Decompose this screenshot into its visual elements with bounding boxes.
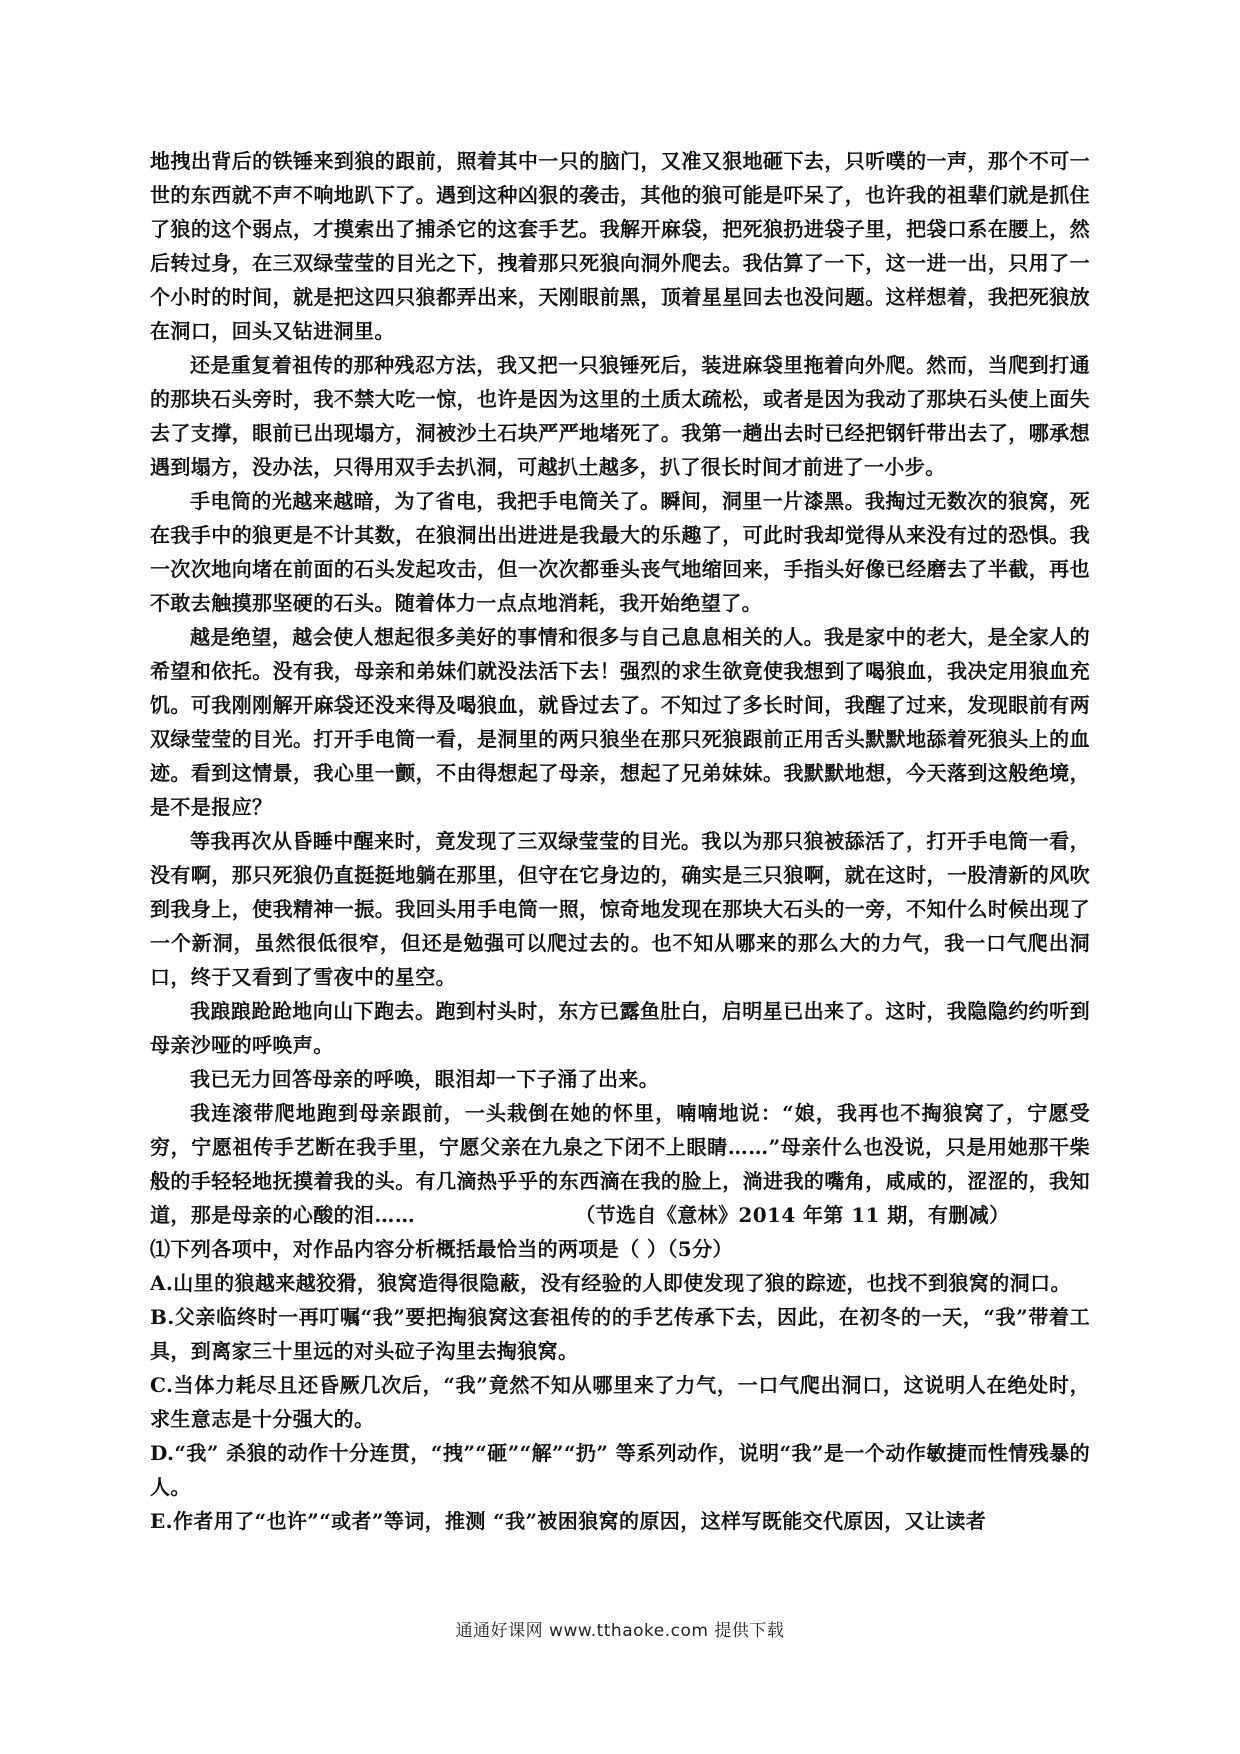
question-option-b: B.父亲临终时一再叮嘱“我”要把掏狼窝这套祖传的的手艺传承下去，因此，在初冬的一天，“我”带着工具，到离家三十里远的对头砬子沟里去掏狼窝。 (150, 1305, 1090, 1363)
page-footer: 通通好课网 www.tthaoke.com 提供下载 (455, 1621, 785, 1641)
article-source: （节选自《意林》2014 年第 11 期，有删减） (575, 1203, 1010, 1227)
question-stem: ⑴下列各项中，对作品内容分析概括最恰当的两项是（ ）（5分） (150, 1237, 733, 1261)
question-option-e: E.作者用了“也许”“或者”等词，推测 “我”被困狼窝的原因，这样写既能交代原因，又让读者 (150, 1509, 987, 1533)
article-paragraph-2: 还是重复着祖传的那种残忍方法，我又把一只狼锤死后，装进麻袋里拖着向外爬。然而，当爬到打通的那块石头旁时，我不禁大吃一惊，也许是因为这里的土质太疏松，或者是因为我动了那块石头使上面失去了支撑，眼前已出现塌方，洞被沙土石块严严地堵死了。我第一趟出去时已经把钢钎带出去了，哪承想遇到塌方，没办法，只得用双手去扒洞，可越扒土越多，扒了很长时间才前进了一小步。 (150, 353, 1090, 479)
article-paragraph-5: 等我再次从昏睡中醒来时，竟发现了三双绿莹莹的目光。我以为那只狼被舔活了，打开手电筒一看，没有啊，那只死狼仍直挺挺地躺在那里，但守在它身边的，确实是三只狼啊，就在这时，一股清新的风吹到我身上，使我精神一振。我回头用手电筒一照，惊奇地发现在那块大石头的一旁，不知什么时候出现了一个新洞，虽然很低很窄，但还是勉强可以爬过去的。也不知从哪来的那么大的力气，我一口气爬出洞口，终于又看到了雪夜中的星空。 (150, 829, 1090, 989)
article-paragraph-8 (150, 1096, 1090, 1232)
article-paragraph-3: 手电筒的光越来越暗，为了省电，我把手电筒关了。瞬间，洞里一片漆黑。我掏过无数次的狼窝，死在我手中的狼更是不计其数，在狼洞出出进进是我最大的乐趣了，可此时我却觉得从来没有过的恐惧。我一次次地向堵在前面的石头发起攻击，但一次次都垂头丧气地缩回来，手指头好像已经磨去了半截，再也不敢去触摸那坚硬的石头。随着体力一点点地消耗，我开始绝望了。 (150, 489, 1090, 615)
question-option-a: A.山里的狼越来越狡猾，狼窝造得很隐蔽，没有经验的人即使发现了狼的踪迹，也找不到狼窝的洞口。 (150, 1271, 1071, 1295)
article-paragraph-1: 地拽出背后的铁锤来到狼的跟前，照着其中一只的脑门，又准又狠地砸下去，只听噗的一声，那个不可一世的东西就不声不响地趴下了。遇到这种凶狠的袭击，其他的狼可能是吓呆了，也许我的祖辈们就是抓住了狼的这个弱点，才摸索出了捕杀它的这套手艺。我解开麻袋，把死狼扔进袋子里，把袋口系在腰上，然后转过身，在三双绿莹莹的目光之下，拽着那只死狼向洞外爬去。我估算了一下，这一进一出，只用了一个小时的时间，就是把这四只狼都弄出来，天刚眼前黑，顶着星星回去也没问题。这样想着，我把死狼放在洞口，回头又钻进洞里。 (150, 149, 1090, 343)
question-option-d: D.“我” 杀狼的动作十分连贯，“拽”“砸”“解”“扔” 等系列动作，说明“我”是一个动作敏捷而性情残暴的人。 (150, 1441, 1090, 1499)
article-paragraph-8-text: 我连滚带爬地跑到母亲跟前，一头栽倒在她的怀里，喃喃地说：“娘，我再也不掏狼窝了，宁愿受穷，宁愿祖传手艺断在我手里，宁愿父亲在九泉之下闭不上眼睛……”母亲什么也没说，只是用她那干柴般的手轻轻地抚摸着我的头。有几滴热乎乎的东西滴在我的脸上，淌进我的嘴角，咸咸的，涩涩的，我知道，那是母亲的心酸的泪…… (150, 1101, 1090, 1227)
article-paragraph-4: 越是绝望，越会使人想起很多美好的事情和很多与自己息息相关的人。我是家中的老大，是全家人的希望和依托。没有我，母亲和弟妹们就没法活下去！强烈的求生欲竟使我想到了喝狼血，我决定用狼血充饥。可我刚刚解开麻袋还没来得及喝狼血，就昏过去了。不知过了多长时间，我醒了过来，发现眼前有两双绿莹莹的目光。打开手电筒一看，是洞里的两只狼坐在那只死狼跟前正用舌头默默地舔着死狼头上的血迹。看到这情景，我心里一颤，不由得想起了母亲，想起了兄弟妹妹。我默默地想，今天落到这般绝境，是不是报应？ (150, 625, 1090, 819)
article-paragraph-7: 我已无力回答母亲的呼唤，眼泪却一下子涌了出来。 (190, 1067, 660, 1091)
document-page (150, 144, 1090, 1538)
question-option-c: C.当体力耗尽且还昏厥几次后，“我”竟然不知从哪里来了力气，一口气爬出洞口，这说明人在绝处时，求生意志是十分强大的。 (150, 1373, 1090, 1431)
article-paragraph-6: 我踉踉跄跄地向山下跑去。跑到村头时，东方已露鱼肚白，启明星已出来了。这时，我隐隐约约听到母亲沙哑的呼唤声。 (150, 999, 1090, 1057)
